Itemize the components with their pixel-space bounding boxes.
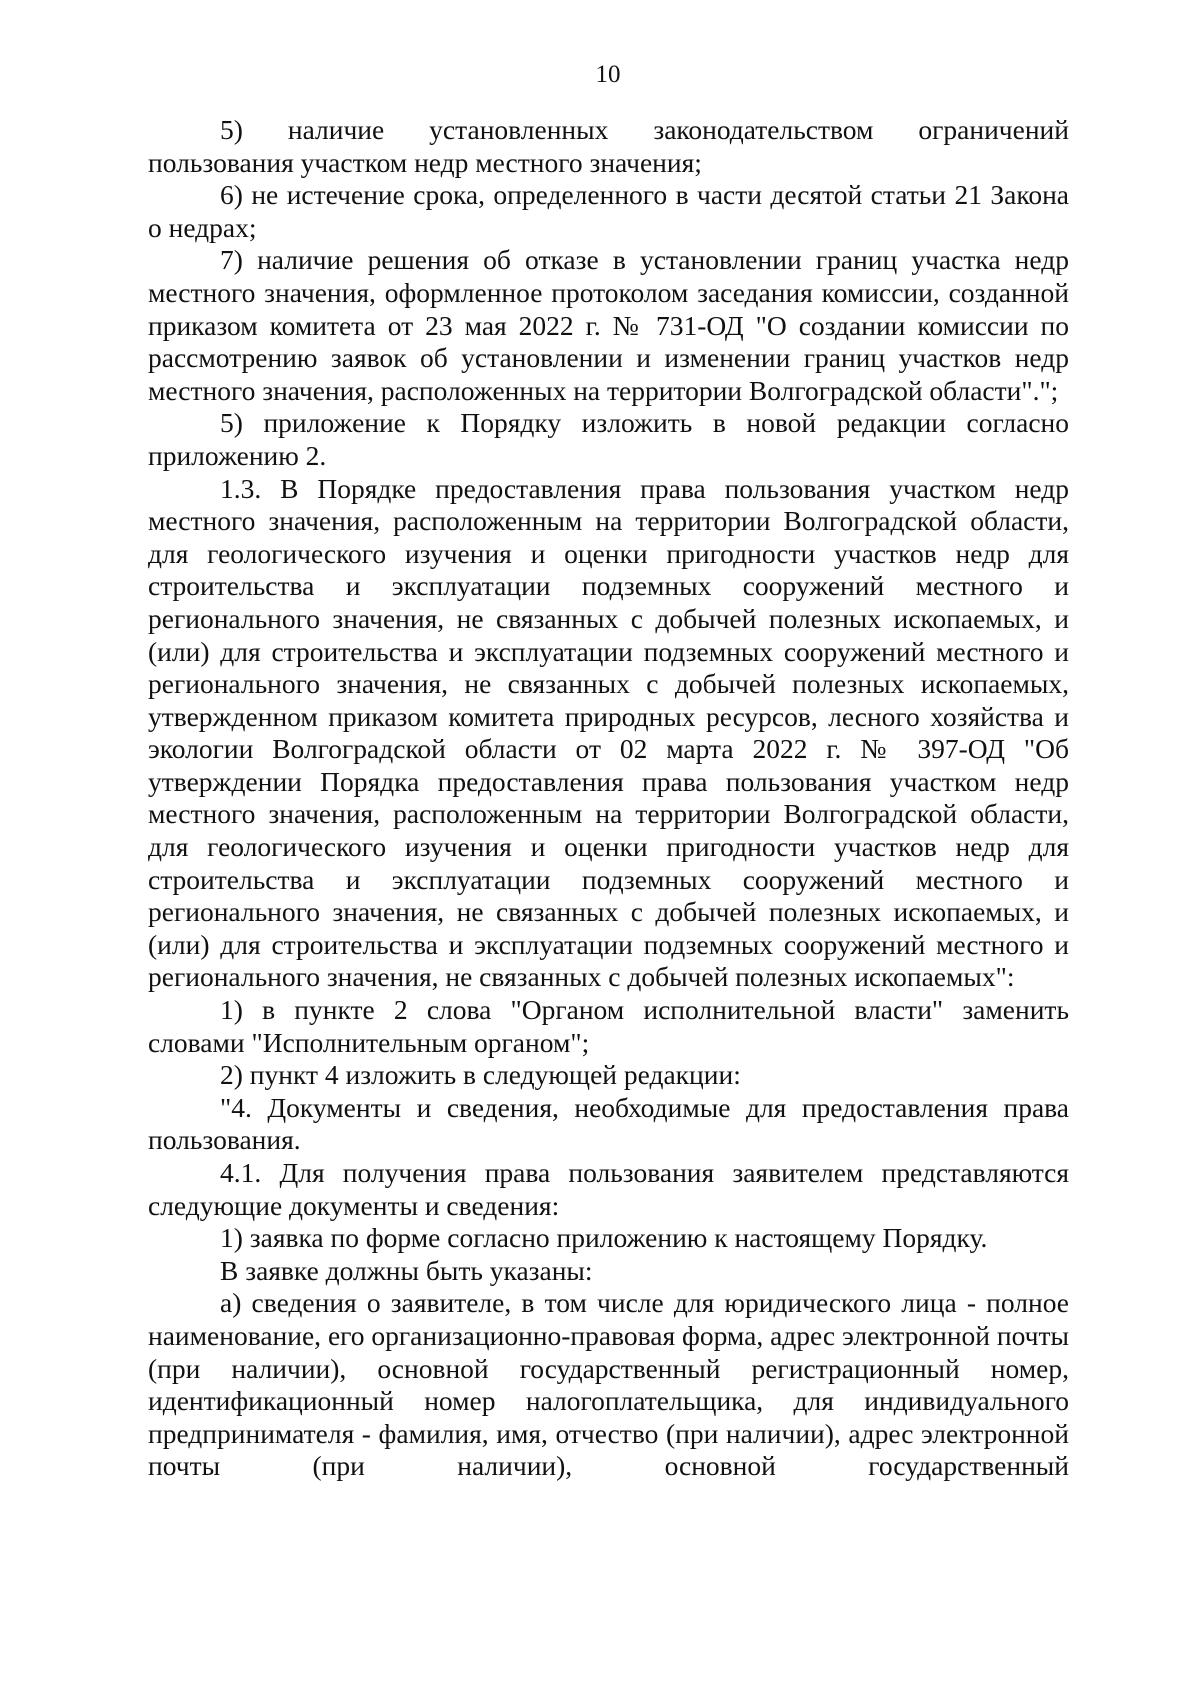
paragraph-section-4-1: 4.1. Для получения права пользования заявителем представляются следующие документы и сведения: [148, 1157, 1069, 1221]
paragraph-applicant-details: а) сведения о заявителе, в том числе для юридического лица - полное наименование, его организационно-правовая форма, адрес электронной почты (при наличии), основной государственный регистрационный номер, идентификационный номер налогоплательщика, для индивидуального предпринимателя - фамилия, имя, отчество (при наличии), адрес электронной почты (при наличии), основной государственный [148, 1287, 1069, 1482]
paragraph-section-1-3: 1.3. В Порядке предоставления права пользования участком недр местного значения, расположенным на территории Волгоградской области, для геологического изучения и оценки пригодности участков недр для строительства и эксплуатации подземных сооружений местного и регионального значения, не связанных с добычей полезных ископаемых, и (или) для строительства и эксплуатации подземных сооружений местного и регионального значения, не связанных с добычей полезных ископаемых, утвержденном приказом комитета природных ресурсов, лесного хозяйства и экологии Волгоградской области от 02 марта 2022 г. № 397-ОД "Об утверждении Порядка предоставления права пользования участком недр местного значения, расположенным на территории Волгоградской области, для геологического изучения и оценки пригодности участков недр для строительства и эксплуатации подземных сооружений местного и регионального значения, не связанных с добычей полезных ископаемых, и (или) для строительства и эксплуатации подземных сооружений местного и регионального значения, не связанных с добычей полезных ископаемых": [148, 472, 1069, 993]
paragraph-item-6-term: 6) не истечение срока, определенного в части десятой статьи 21 Закона о недрах; [148, 179, 1069, 243]
paragraph-item-7-refusal: 7) наличие решения об отказе в установлении границ участка недр местного значения, оформленное протоколом заседания комиссии, созданной приказом комитета от 23 мая 2022 г. № 731-ОД "О создании комиссии по рассмотрению заявок об установлении и изменении границ участков недр местного значения, расположенных на территории Волгоградской области"."; [148, 244, 1069, 406]
paragraph-point-2-replacement: 1) в пункте 2 слова "Органом исполнительной власти" заменить словами "Исполнительным органом"; [148, 994, 1069, 1058]
paragraph-item-5-restrictions: 5) наличие установленных законодательством ограничений пользования участком недр местного значения; [148, 114, 1069, 178]
paragraph-point-4-intro: 2) пункт 4 изложить в следующей редакции: [220, 1059, 741, 1091]
document-body [148, 114, 1069, 1483]
paragraph-annex-amendment: 5) приложение к Порядку изложить в новой редакции согласно приложению 2. [148, 407, 1069, 471]
page-number: 10 [595, 61, 621, 88]
paragraph-application-form: 1) заявка по форме согласно приложению к настоящему Порядку. [220, 1222, 988, 1254]
paragraph-application-contents: В заявке должны быть указаны: [220, 1254, 593, 1286]
paragraph-section-4-heading: "4. Документы и сведения, необходимые для предоставления права пользования. [148, 1091, 1069, 1156]
